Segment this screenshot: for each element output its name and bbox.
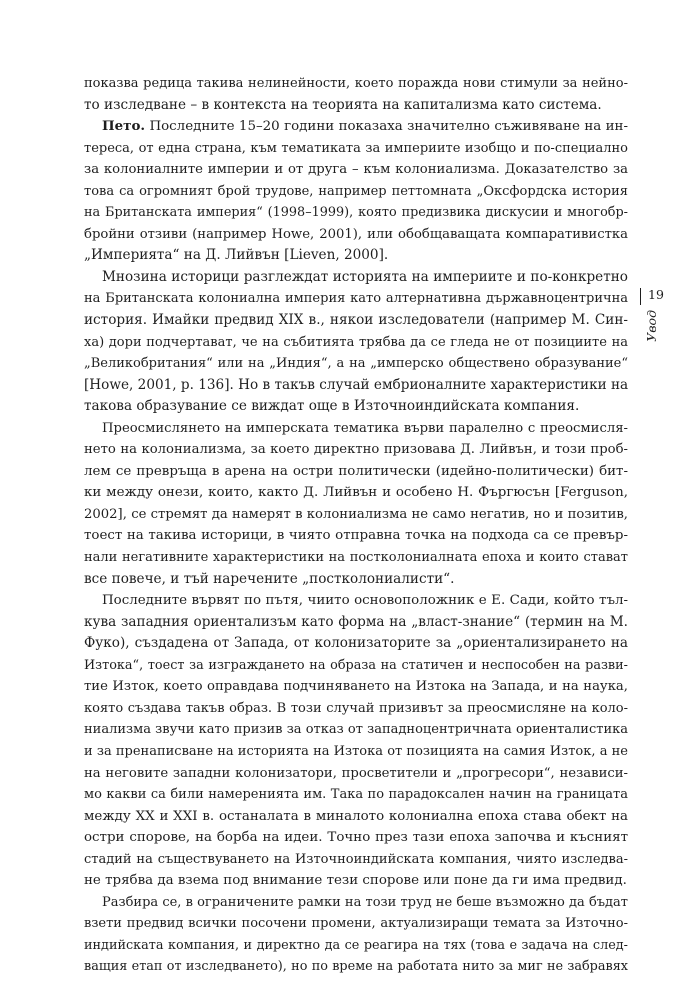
text-line-content: „Империята“ на Д. Лийвън [Lieven, 2000]. <box>84 247 389 264</box>
text-line <box>84 310 628 332</box>
text-line <box>84 547 628 569</box>
text-line <box>84 698 628 720</box>
text-line <box>84 396 628 418</box>
text-line <box>84 504 628 526</box>
text-line-content: тереса, от една страна, към тематиката за империите изобщо и по-специално <box>84 140 628 156</box>
text-line-content: на Британската колониална империя като алтернативна държавноцентрична <box>84 291 628 307</box>
text-line-content: нето на колониализма, за което директно призовава Д. Лийвън, и този проб- <box>84 442 628 458</box>
text-line <box>84 633 628 655</box>
text-line <box>84 181 628 203</box>
text-line-content: взети предвид всички посочени промени, актуализиращи темата за Източно- <box>84 916 628 932</box>
text-line <box>84 375 628 397</box>
text-line-content: и за пренаписване на историята на Изтока от позицията на самия Изток, а не <box>84 743 628 759</box>
text-line-content: нали негативните характеристики на постколониалната епоха и които стават <box>84 550 628 566</box>
text-line <box>84 73 628 95</box>
text-line-content: такова образувание се виждат още в Източноиндийската компания. <box>84 398 580 415</box>
text-line-content: Мнозина историци разглеждат историята на империите и по-конкретно <box>102 268 628 285</box>
text-line-content: лем се превръща в арена на остри политически (идейно-политически) бит- <box>84 463 628 479</box>
text-line-content: [Howe, 2001, p. 136]. Но в такъв случай ембрионалните характеристики на <box>84 376 629 393</box>
text-line-content: на неговите западни колонизатори, просветители и „прогресори“, независи- <box>84 765 628 781</box>
running-title: Увод <box>644 310 659 342</box>
text-line-content: за колониалните империи и от друга – към колониализма. Доказателство за <box>84 162 628 178</box>
text-line <box>84 655 628 677</box>
text-line <box>84 676 628 698</box>
text-line-content: показва редица такива нелинейности, което поражда нови стимули за нейно- <box>84 76 628 91</box>
text-line <box>84 95 628 117</box>
text-line-content: Последните 15–20 години показаха значително съживяване на ин- <box>145 119 628 135</box>
text-line <box>84 741 628 763</box>
text-line <box>84 784 628 806</box>
section-marker: Пето. <box>102 118 146 135</box>
text-line-content: Преосмислянето на имперската тематика върви паралелно с преосмисля- <box>102 420 628 436</box>
body-text <box>84 73 628 978</box>
text-line <box>84 719 628 741</box>
text-line <box>84 138 628 160</box>
text-line <box>84 482 628 504</box>
text-line-content: тоест на такива историци, в чиято отправна точка на подхода са се превър- <box>84 528 628 544</box>
text-line-content: Разбира се, в ограничените рамки на този труд не беше възможно да бъдат <box>102 894 628 910</box>
text-line-content: кува западния ориентализъм като форма на „власт-знание“ (термин на М. <box>84 613 628 630</box>
text-line <box>84 267 628 289</box>
text-line-content: бройни отзиви (например Howe, 2001), или обобщаващата компаративистка <box>84 226 628 242</box>
text-line <box>84 849 628 871</box>
text-line-content: мо какви са били намеренията им. Така по парадоксален начин на границата <box>84 787 628 803</box>
text-line <box>84 439 628 461</box>
text-line-content: Фуко), създадена от Запада, от колонизаторите за „ориентализирането на <box>84 635 628 652</box>
text-line-content: остри спорове, на борба на идеи. Точно през тази епоха започва и късният <box>84 830 628 846</box>
text-line <box>84 288 628 310</box>
margin-rule <box>640 288 641 305</box>
text-line <box>84 870 628 892</box>
page-number: 19 <box>648 287 664 302</box>
text-line-content: „Великобритания“ или на „Индия“, а на „имперско обществено образувание“ <box>84 356 628 372</box>
margin-header <box>640 288 670 348</box>
text-line-content: то изследване – в контекста на теорията на капитализма като система. <box>84 96 602 113</box>
text-line <box>84 332 628 354</box>
text-line-content: на Британската империя“ (1998–1999), която предизвика дискусии и многобр- <box>84 205 628 221</box>
text-line <box>84 763 628 785</box>
text-line <box>84 461 628 483</box>
text-line-content: история. Имайки предвид XIX в., някои изследователи (например М. Син- <box>84 312 628 329</box>
text-line <box>84 116 628 138</box>
text-line-content: това са огромният брой трудове, например петтомната „Оксфордска история <box>84 183 628 199</box>
text-line-content: Изтока“, тоест за изграждането на образа на статичен и неспособен на разви- <box>84 657 628 673</box>
text-line <box>84 569 628 591</box>
text-line <box>84 202 628 224</box>
text-line <box>84 525 628 547</box>
text-line <box>84 892 628 914</box>
text-line-content: която създава такъв образ. В този случай призивът за преосмисляне на коло- <box>84 700 628 716</box>
text-line-content: стадий на съществуването на Източноиндийската компания, чиято изследва- <box>84 851 628 867</box>
text-line <box>84 806 628 828</box>
text-line-content: Последните вървят по пътя, чиито основоположник е Е. Сади, който тъл- <box>102 593 628 609</box>
text-line-content: ха) дори подчертават, че на събитията трябва да се гледа не от позициите на <box>84 334 628 350</box>
text-line <box>84 245 628 267</box>
text-line-content: 2002], се стремят да намерят в колониализма не само негатив, но и позитив, <box>84 506 628 522</box>
text-line <box>84 935 628 957</box>
text-line <box>84 159 628 181</box>
text-line-content: ващия етап от изследването), но по време на работата нито за миг не забравях <box>84 959 628 975</box>
text-line <box>84 353 628 375</box>
text-line-content: индийската компания, и директно да се реагира на тях (това е задача на след- <box>84 937 628 953</box>
text-line-content: не трябва да взема под внимание тези спорове или поне да ги има предвид. <box>84 873 627 889</box>
text-line-content: ниализма звучи като призив за отказ от западноцентричната ориенталистика <box>84 722 628 738</box>
text-line-content: между XX и XXI в. останалата в миналото колониална епоха става обект на <box>84 808 628 824</box>
text-line <box>84 827 628 849</box>
text-line-content: ки между онези, които, както Д. Лийвън и особено Н. Фъргюсън [Ferguson, <box>84 485 628 501</box>
text-line-content: тие Изток, което оправдава подчиняването на Изтока на Запада, и на наука, <box>84 679 628 695</box>
text-line <box>84 224 628 246</box>
text-line <box>84 612 628 634</box>
text-line <box>84 590 628 612</box>
text-line <box>84 418 628 440</box>
text-line <box>84 956 628 978</box>
text-line <box>84 913 628 935</box>
text-line-content: все повече, и тъй наречените „постколониалисти“. <box>84 570 455 587</box>
